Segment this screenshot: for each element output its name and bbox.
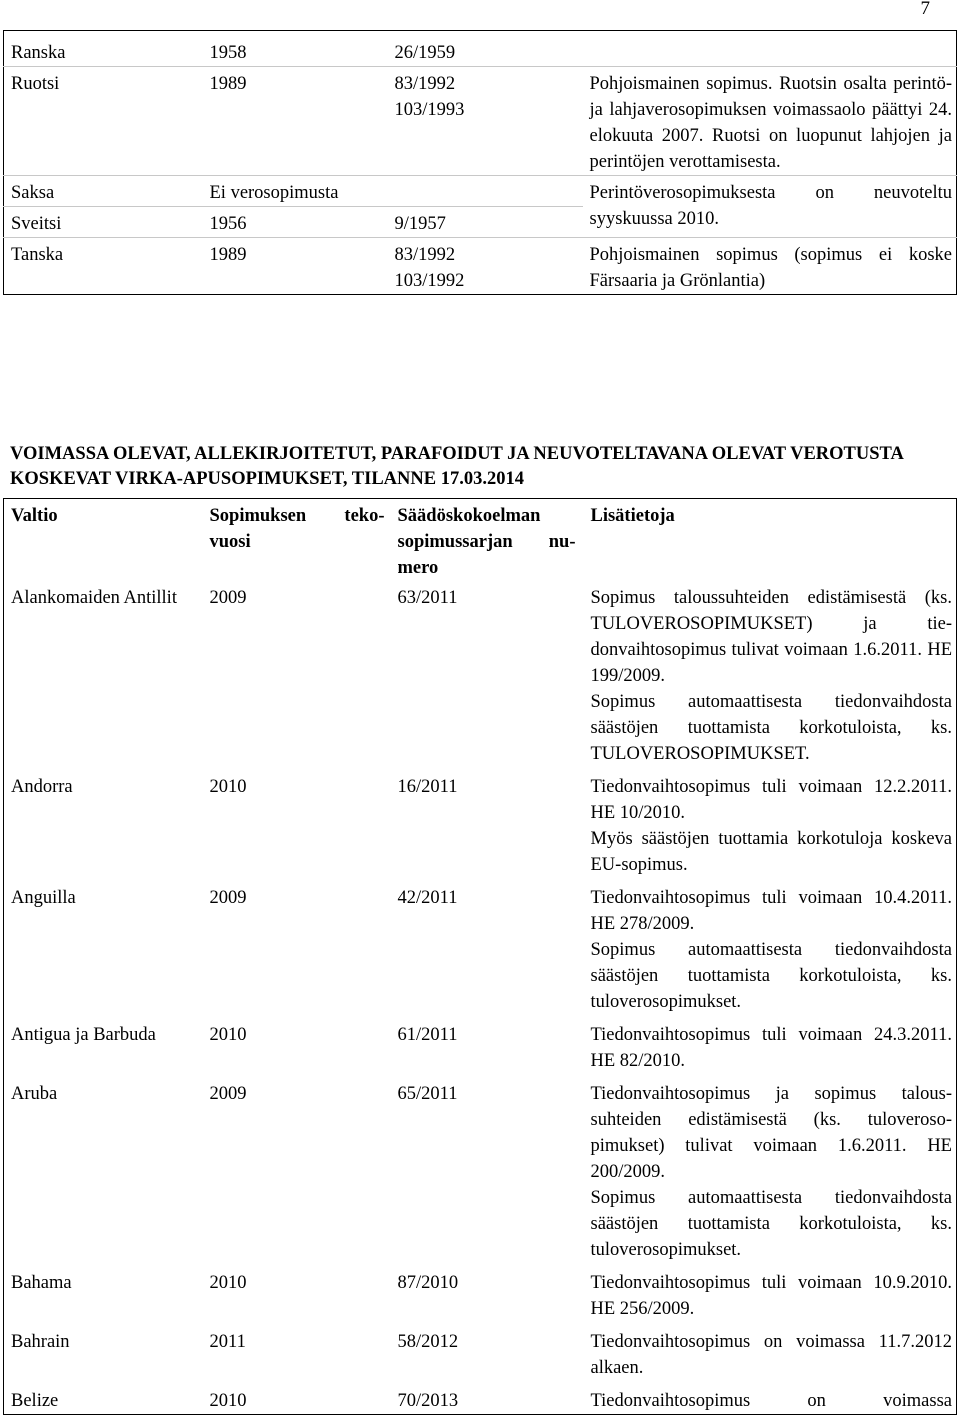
year-cell: 2009	[209, 588, 247, 608]
info-cell	[584, 1322, 957, 1381]
country-cell: Antigua ja Barbuda	[11, 1025, 156, 1045]
year-cell: 1989	[203, 238, 388, 295]
number-cell: 83/1992 103/1992	[388, 238, 583, 295]
number-cell: 65/2011	[397, 1084, 458, 1104]
info-text: Sopimus automaattisesta tiedonvaihdosta säästöjen tuottamista korkotuloista, ks. tuloverosopimukset.	[590, 940, 952, 1012]
info-cell	[584, 1015, 957, 1074]
country-cell: Saksa	[4, 176, 203, 207]
country-cell: Bahama	[11, 1273, 72, 1293]
country-column-header: Valtio	[11, 506, 58, 526]
section-heading: VOIMASSA OLEVAT, ALLEKIRJOITETUT, PARAFOIDUT JA NEUVOTELTAVANA OLEVAT VEROTUSTA KOSKEVAT VIRKA-APUSOPIMUKSET, TILANNE 17.03.2014	[10, 444, 903, 489]
info-cell	[583, 31, 957, 67]
country-cell: Tanska	[4, 238, 203, 295]
country-cell: Belize	[11, 1391, 59, 1411]
year-cell: 2010	[209, 777, 247, 797]
info-cell	[584, 878, 957, 1015]
info-text: Sopimus automaattisesta tiedonvaihdosta säästöjen tuottamista korkotuloista, ks. TULOVEROSOPIMUKSET.	[590, 692, 952, 764]
table-row	[4, 1015, 957, 1074]
table-header-row	[4, 499, 957, 582]
info-text: Tiedonvaihtosopimus on voimassa 11.7.2012 alkaen.	[590, 1332, 952, 1378]
info-text: Tiedonvaihtosopimus tuli voimaan 10.9.2010. HE 256/2009.	[590, 1273, 952, 1319]
country-cell: Sveitsi	[4, 207, 203, 238]
number-column-header: Säädöskokoelman sopimussarjan numero	[397, 506, 576, 578]
number-cell: 87/2010	[397, 1273, 459, 1293]
info-cell	[584, 1263, 957, 1322]
number-cell: 16/2011	[397, 777, 458, 797]
year-cell: 1956	[203, 207, 388, 238]
table-row	[4, 878, 957, 1015]
table-row	[4, 581, 957, 767]
info-cell: Pohjoismainen sopimus (sopimus ei koske Färsaaria ja Grönlantia)	[583, 238, 957, 295]
number-cell: 42/2011	[397, 888, 458, 908]
info-text: Sopimus taloussuhteiden edistämisestä (ks. TULOVEROSOPIMUKSET) ja tiedonvaihtosopimus tulivat voimaan 1.6.2011. HE 199/2009.	[590, 588, 952, 686]
info-text: Tiedonvaihtosopimus ja sopimus taloussuhteiden edistämisestä (ks. tuloverosopimukset) tulivat voimaan 1.6.2011. HE 200/2009.	[590, 1084, 952, 1182]
table-row	[4, 238, 957, 295]
table-row	[4, 1322, 957, 1381]
page-number: 7	[920, 0, 930, 19]
info-text: Tiedonvaihtosopimus tuli voimaan 10.4.2011. HE 278/2009.	[590, 888, 952, 934]
number-cell: 9/1957	[388, 207, 583, 238]
year-cell: 2010	[209, 1025, 247, 1045]
table-row	[4, 176, 957, 207]
year-cell: 2011	[209, 1332, 246, 1352]
year-column-header: Sopimuksen tekovuosi	[209, 506, 385, 552]
info-cell	[584, 1381, 957, 1415]
country-cell: Anguilla	[11, 888, 76, 908]
country-cell: Andorra	[11, 777, 73, 797]
info-text: Myös säästöjen tuottamia korkotuloja koskeva EU-sopimus.	[590, 829, 952, 875]
table-row	[4, 1381, 957, 1415]
year-cell: 2010	[209, 1391, 247, 1411]
number-cell: 26/1959	[394, 43, 456, 63]
inheritance-tax-treaty-table	[3, 30, 957, 295]
info-text: Sopimus automaattisesta tiedonvaihdosta säästöjen tuottamista korkotuloista, ks. tuloverosopimukset.	[590, 1188, 952, 1260]
country-cell: Ruotsi	[4, 67, 203, 176]
number-cell: 61/2011	[397, 1025, 458, 1045]
number-cell: 83/1992 103/1993	[388, 67, 583, 176]
year-cell: 1989	[203, 67, 388, 176]
info-column-header: Lisätietoja	[590, 506, 675, 526]
assistance-agreements-table	[3, 498, 957, 1415]
info-text: Tiedonvaihtosopimus tuli voimaan 12.2.2011. HE 10/2010.	[590, 777, 952, 823]
year-cell: 2009	[209, 888, 247, 908]
country-cell: Aruba	[11, 1084, 58, 1104]
info-text: Tiedonvaihtosopimus on voimassa	[590, 1391, 952, 1411]
info-cell	[584, 767, 957, 878]
year-cell: Ei verosopimusta	[203, 176, 583, 207]
country-cell: Ranska	[11, 43, 66, 63]
country-cell: Alankomaiden Antillit	[11, 588, 177, 608]
table-row	[4, 67, 957, 176]
info-cell: Pohjoismainen sopimus. Ruotsin osalta perintö- ja lahjaverosopimuksen voimassaolo päättyi 24. elokuuta 2007. Ruotsi on luopunut lahjojen ja perintöjen verottamisesta.	[583, 67, 957, 176]
year-cell: 1958	[209, 43, 247, 63]
number-cell: 58/2012	[397, 1332, 459, 1352]
info-cell: Perintöverosopimuksesta on neuvoteltu syyskuussa 2010.	[583, 176, 957, 238]
table-row	[4, 1263, 957, 1322]
table-row	[4, 767, 957, 878]
info-cell	[584, 581, 957, 767]
number-cell: 63/2011	[397, 588, 458, 608]
info-text: Tiedonvaihtosopimus tuli voimaan 24.3.2011. HE 82/2010.	[590, 1025, 952, 1071]
year-cell: 2009	[209, 1084, 247, 1104]
year-cell: 2010	[209, 1273, 247, 1293]
number-cell: 70/2013	[397, 1391, 459, 1411]
table-row	[4, 31, 957, 67]
info-cell	[584, 1074, 957, 1263]
country-cell: Bahrain	[11, 1332, 70, 1352]
table-row	[4, 1074, 957, 1263]
